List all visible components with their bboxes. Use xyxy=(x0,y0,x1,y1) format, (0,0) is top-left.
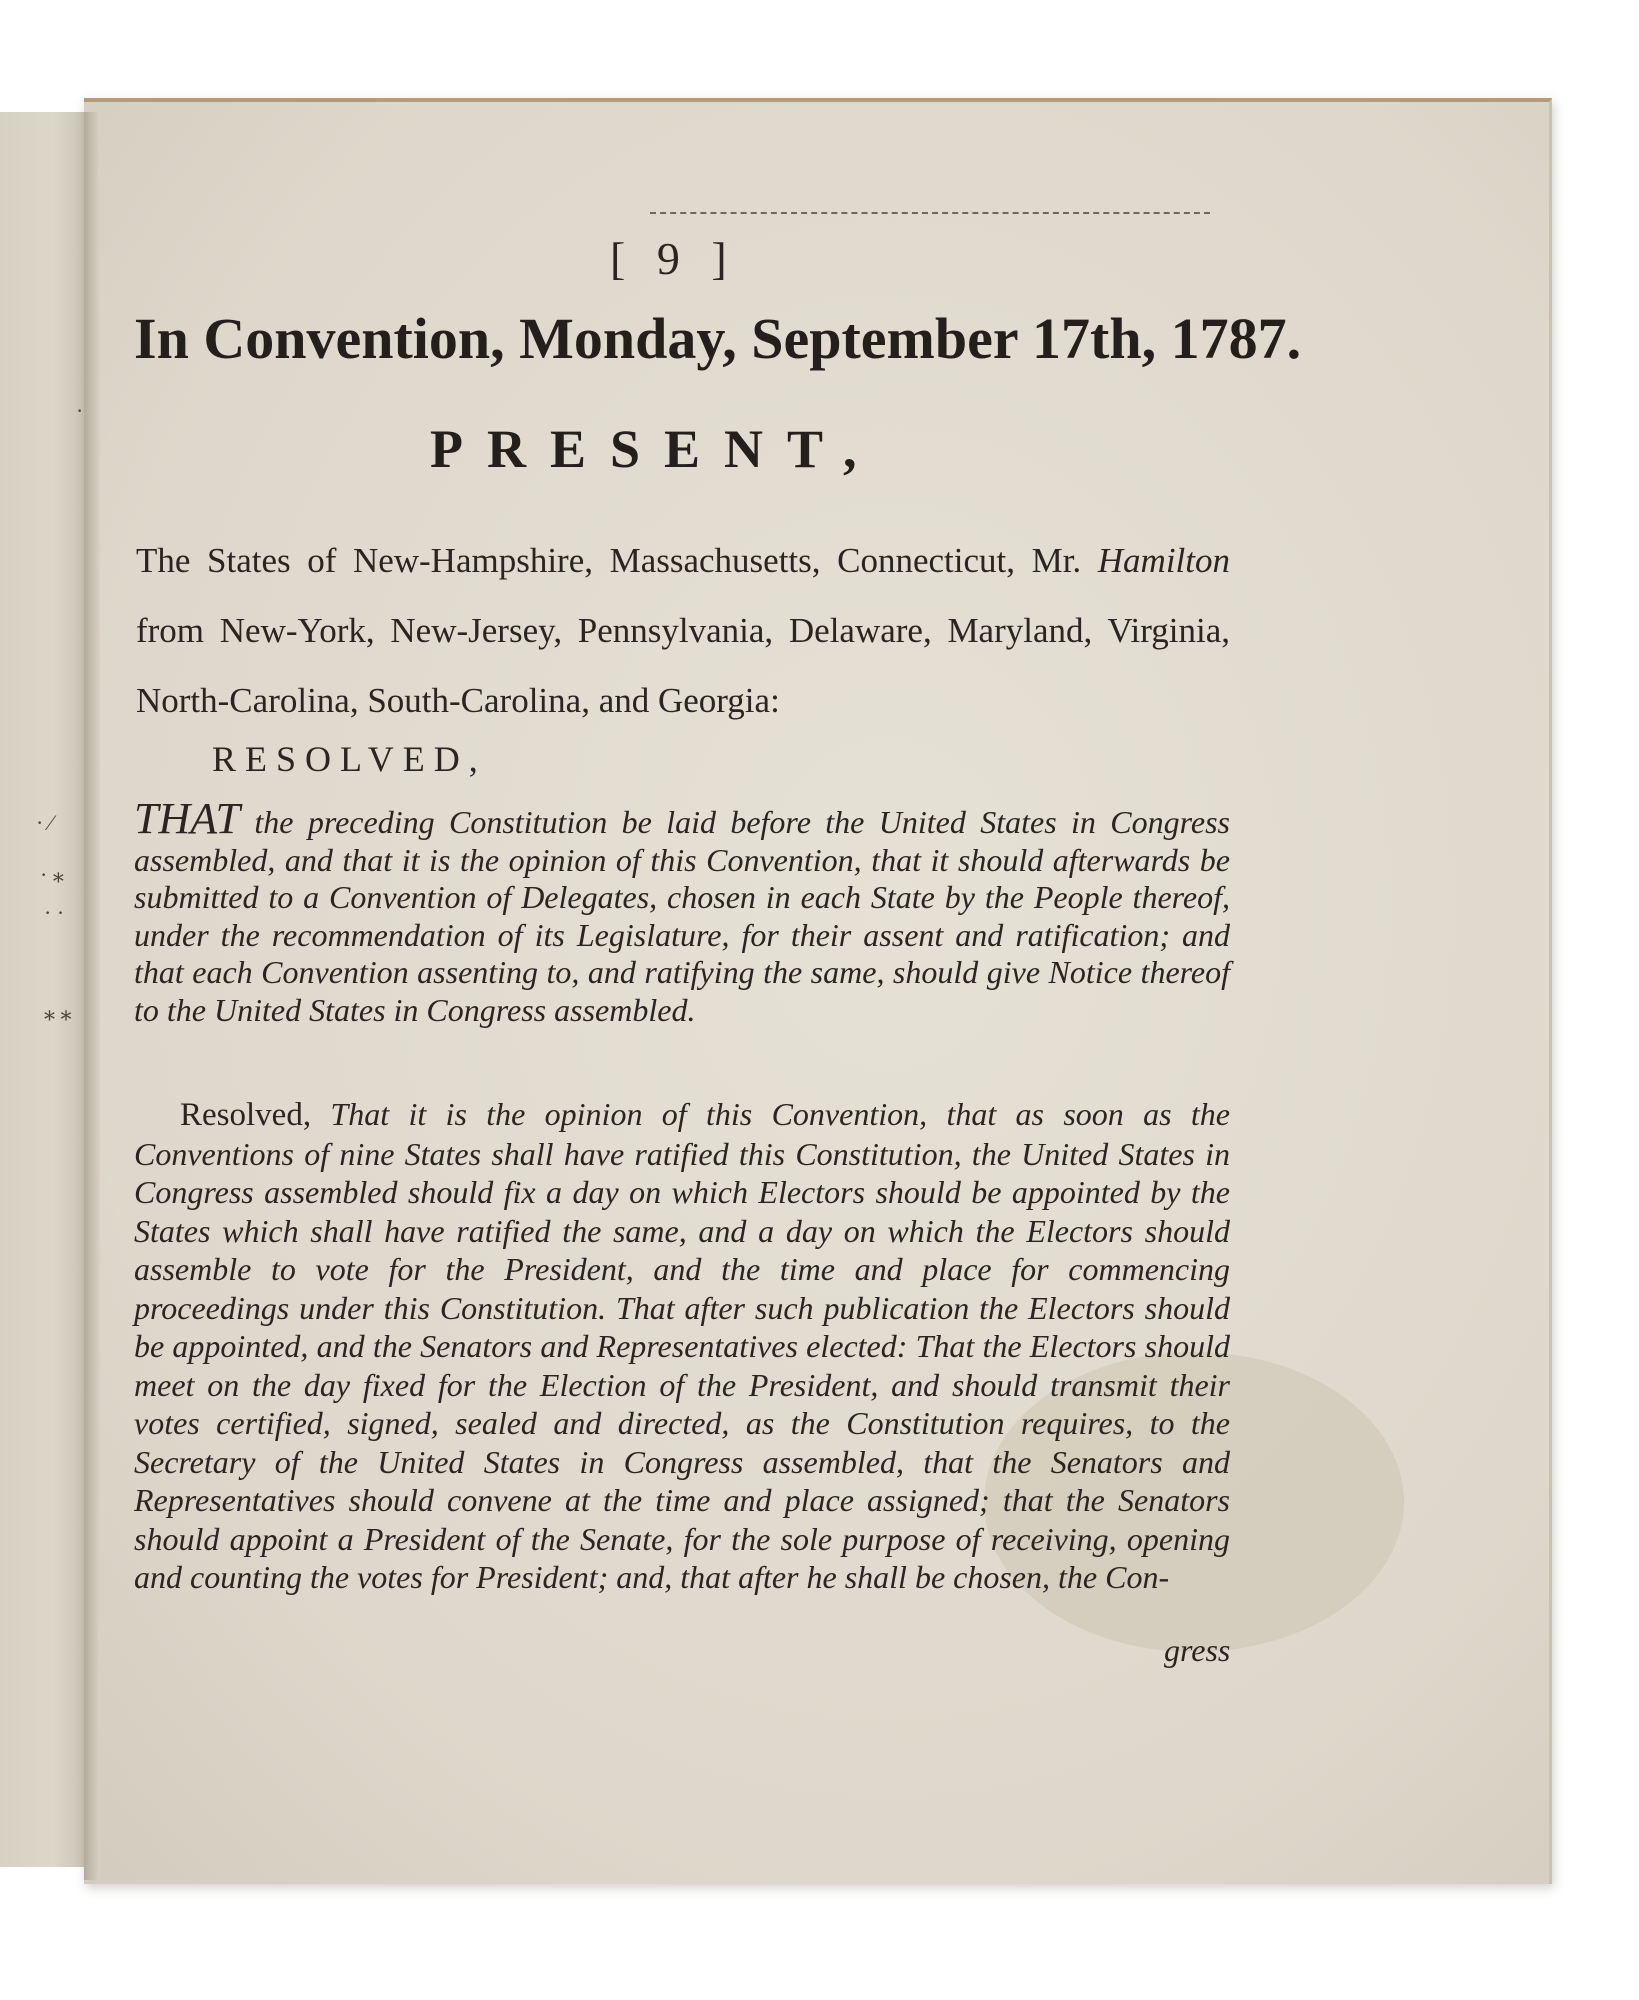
second-resolution xyxy=(134,1095,1230,1597)
states-present-paragraph xyxy=(136,526,1230,736)
page-number: [ 9 ] xyxy=(610,233,737,284)
first-resolution xyxy=(134,794,1231,1029)
second-resolution-lead: Resolved, xyxy=(180,1097,312,1133)
first-resolution-text: the preceding Constitution be laid before the United States in Congress assembled, and that it is the opinion of this Convention, that it should afterwards be submitted to a Convention of Delegates, chosen in each State by the People thereof, under the recommendation of its Legislature, for their assent and ratification; and that each Convention assenting to, and ratifying the same, should give Notice thereof to the United States in Congress assembled. xyxy=(134,804,1231,1028)
dropcap-that: THAT xyxy=(134,794,240,843)
catchword: gress xyxy=(1164,1632,1231,1668)
second-resolution-text: That it is the opinion of this Convention, that as soon as the Conventions of nine States shall have ratified this Constitution, the United States in Congress assembled should fix a day on which Electors should be appointed by the States which shall have ratified the same, and a day on which the Electors should assemble to vote for the President, and the time and place for commencing proceedings under this Constitution. That after such publication the Electors should be appointed, and the Senators and Representatives elected: That the Electors should meet on the day fixed for the Election of the President, and should transmit their votes certified, signed, sealed and directed, as the Constitution requires, to the Secretary of the United States in Congress assembled, that the Senators and Representatives should convene at the time and place assigned; that the Senators should appoint a President of the Senate, for the sole purpose of receiving, opening and counting the votes for President; and, that after he shall be chosen, the Con- xyxy=(134,1096,1231,1595)
margin-mark: · ⁄ xyxy=(36,810,53,835)
present-heading: PRESENT, xyxy=(430,419,881,479)
margin-mark: ⁎ ⁎ xyxy=(44,1000,72,1025)
states-text-1: The States of New-Hampshire, Massachusetts, Connecticut, Mr. xyxy=(136,541,1082,580)
states-text-2: from New-York, New-Jersey, Pennsylvania, Delaware, Maryland, Virginia, North-Carolina, South-Carolina, and Georgia: xyxy=(136,611,1230,720)
margin-mark: · · xyxy=(44,900,65,925)
page-heading: In Convention, Monday, September 17th, 1787. xyxy=(134,306,1302,371)
margin-mark: · ⁎ xyxy=(40,862,64,887)
resolved-heading: RESOLVED, xyxy=(212,739,487,779)
binding-gutter xyxy=(84,112,100,1880)
facing-page-edge xyxy=(0,112,88,1867)
margin-mark: · xyxy=(76,398,84,423)
hamilton-name: Hamilton xyxy=(1097,541,1231,580)
top-rule xyxy=(650,212,1210,214)
